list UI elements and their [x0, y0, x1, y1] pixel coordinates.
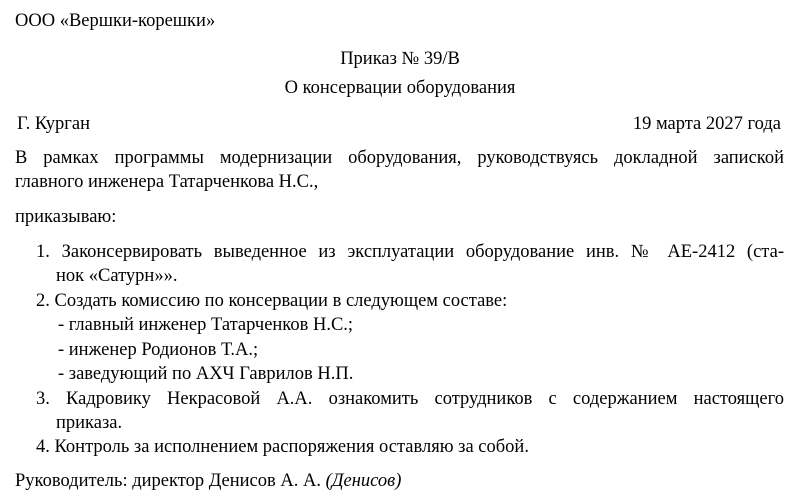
city: Г. Курган [17, 114, 91, 134]
preamble-line-1: В рамках программы модернизации оборудования, руководствуясь докладной запиской [15, 148, 784, 168]
preamble-line-2: главного инженера Татарченкова Н.С., [15, 172, 319, 192]
commission-member: - инженер Родионов Т.А.; [58, 340, 259, 360]
list-item-1-line-1: 1. Законсервировать выведенное из эксплуатации оборудование инв. № АЕ-2412 (ста- [36, 242, 784, 262]
signature-block [15, 469, 401, 493]
signature-text: (Денисов) [325, 471, 402, 491]
order-date: 19 марта 2027 года [632, 114, 781, 134]
list-item-3-line-2: приказа. [56, 413, 123, 433]
list-item-3-line-1: 3. Кадровику Некрасовой А.А. ознакомить сотрудников с содержанием настоящего [36, 389, 784, 409]
list-item-4-line-1: 4. Контроль за исполнением распоряжения оставляю за собой. [36, 437, 529, 457]
commission-member: - главный инженер Татарченков Н.С.; [58, 315, 354, 335]
company-name: ООО «Вершки-корешки» [15, 11, 216, 31]
order-title: Приказ № 39/В [340, 49, 460, 69]
order-word: приказываю: [15, 207, 117, 227]
list-item-1-line-2: нок «Сатурн»». [56, 266, 178, 286]
commission-member: - заведующий по АХЧ Гаврилов Н.П. [58, 364, 354, 384]
signer-name: Руководитель: директор Денисов А. А. [15, 471, 321, 491]
list-item-2-line-1: 2. Создать комиссию по консервации в следующем составе: [36, 291, 508, 311]
order-subject: О консервации оборудования [284, 78, 516, 98]
